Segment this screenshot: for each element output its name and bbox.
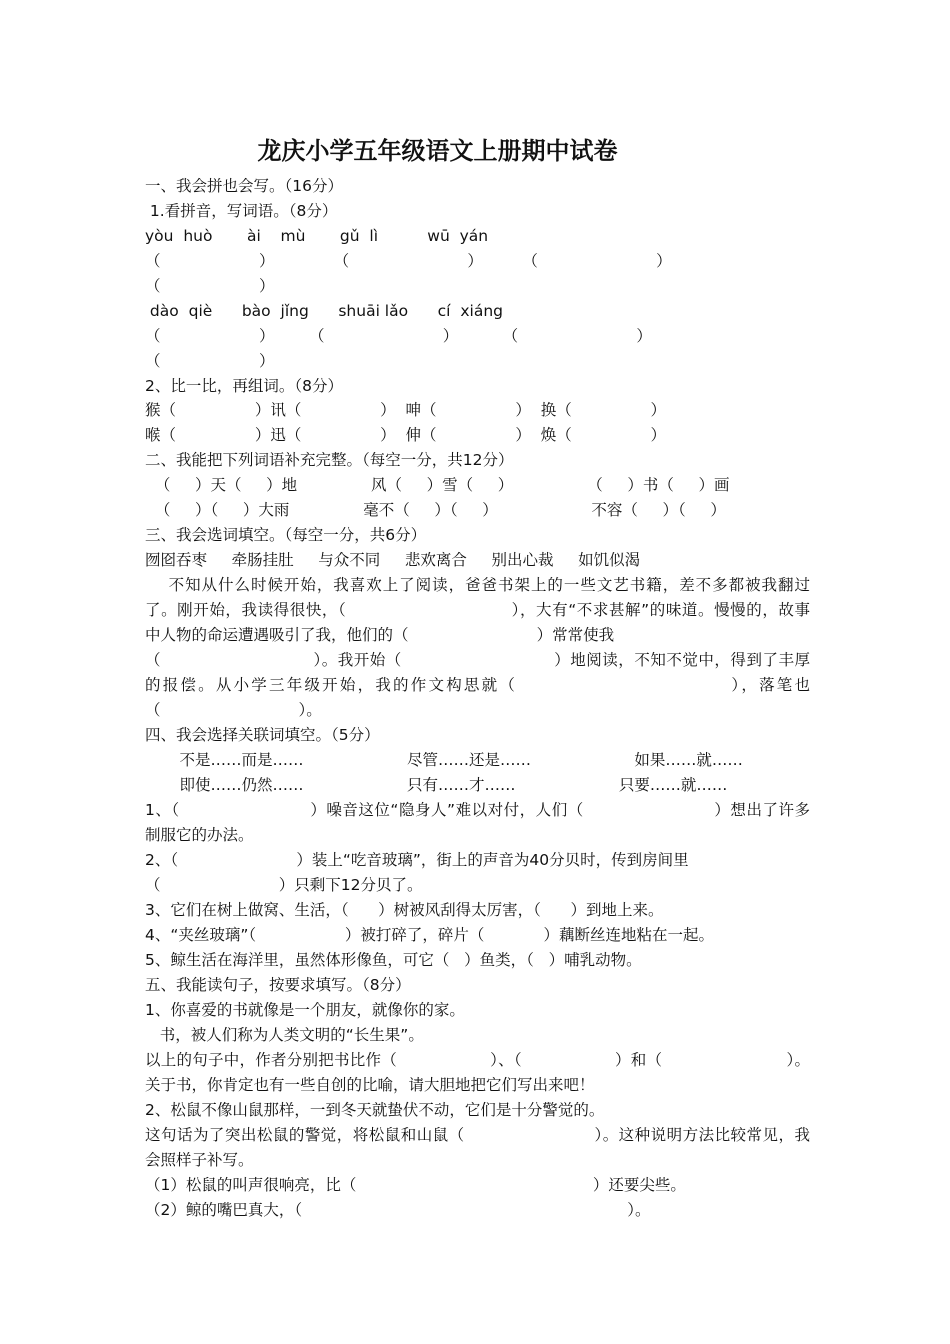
text-line: 一、我会拼也会写。（16分） (145, 177, 343, 195)
text-line: 不是……而是…… 尽管……还是…… 如果……就…… (145, 751, 743, 769)
text-line: 五、我能读句子，按要求填写。（8分） (145, 976, 411, 994)
text-line: 的报偿。从小学三年级开始，我的作文构思就（ ），落笔也 (145, 676, 810, 694)
text-line: （ ） （ ） （ ） (145, 252, 672, 270)
text-line: 喉（ ）迅（ ） 伸（ ） 焕（ ） (145, 426, 667, 444)
text-line: 二、我能把下列词语补充完整。（每空一分，共12分） (145, 451, 514, 469)
text-line: yòu huò ài mù gǔ lì wū yán (145, 227, 489, 245)
text-line: 5、鲸生活在海洋里，虽然体形像鱼，可它（ ）鱼类，（ ）哺乳动物。 (145, 951, 642, 969)
text-line: （ ） (145, 277, 275, 295)
text-line: 4、“夹丝玻璃”（ ）被打碎了，碎片（ ）藕断丝连地粘在一起。 (145, 926, 714, 944)
text-line: （2）鲸的嘴巴真大，（ ）。 (145, 1201, 651, 1219)
text-line: （ ） (145, 352, 275, 370)
text-line: （1）松鼠的叫声很响亮，比（ ）还要尖些。 (145, 1176, 686, 1194)
text-line: （ ） （ ） （ ） (145, 327, 652, 345)
text-line: 以上的句子中，作者分别把书比作（ ）、（ ）和（ ）。 (145, 1051, 810, 1069)
text-line: 1、你喜爱的书就像是一个朋友，就像你的家。 (145, 1001, 465, 1019)
text-line: 1、（ ）噪音这位“隐身人”难以对付，人们（ ）想出了许多 (145, 801, 810, 819)
text-line: 制服它的办法。 (145, 826, 254, 844)
page-title: 龙庆小学五年级语文上册期中试卷 (257, 136, 618, 165)
text-line: 三、我会选词填空。（每空一分，共6分） (145, 526, 427, 544)
text-line: （ ）。 (145, 701, 322, 719)
text-line: 猴（ ）讯（ ） 呻（ ） 换（ ） (145, 401, 667, 419)
text-line: 了。刚开始，我读得很快，（ ），大有“不求甚解”的味道。慢慢的，故事 (145, 601, 810, 619)
text-line: 四、我会选择关联词填空。（5分） (145, 726, 380, 744)
text-line: 关于书，你肯定也有一些自创的比喻，请大胆地把它们写出来吧！ (145, 1076, 595, 1094)
text-line: 2、松鼠不像山鼠那样，一到冬天就蛰伏不动，它们是十分警觉的。 (145, 1101, 605, 1119)
text-line: 囫囵吞枣 牵肠挂肚 与众不同 悲欢离合 别出心裁 如饥似渴 (145, 551, 641, 569)
text-line: （ ）天（ ）地 风（ ）雪（ ） （ ）书（ ）画 (145, 476, 730, 494)
text-line: 2、（ ）装上“吃音玻璃”，街上的声音为40分贝时，传到房间里 (145, 851, 689, 869)
text-line: 会照样子补写。 (145, 1151, 254, 1169)
text-line: （ ）。我开始（ ）地阅读，不知不觉中，得到了丰厚 (145, 651, 810, 669)
text-line: 1.看拼音，写词语。（8分） (145, 202, 338, 220)
text-line: 这句话为了突出松鼠的警觉，将松鼠和山鼠（ ）。这种说明方法比较常见，我 (145, 1126, 810, 1144)
text-line: 3、它们在树上做窝、生活，（ ）树被风刮得太厉害，（ ）到地上来。 (145, 901, 664, 919)
text-line: 书，被人们称为人类文明的“长生果”。 (145, 1026, 424, 1044)
text-line: （ ）（ ）大雨 毫不（ ）（ ） 不容（ ）（ ） (145, 501, 726, 519)
text-line: （ ）只剩下12分贝了。 (145, 876, 423, 894)
text-line: 即使……仍然…… 只有……才…… 只要……就…… (145, 776, 728, 794)
text-line: 2、比一比，再组词。（8分） (145, 377, 343, 395)
text-line: 中人物的命运遭遇吸引了我，他们的（ ）常常使我 (145, 626, 615, 644)
text-line: 不知从什么时候开始，我喜欢上了阅读，爸爸书架上的一些文艺书籍，差不多都被我翻过 (145, 576, 810, 594)
text-line: dào qiè bào jǐng shuāi lǎo cí xiáng (145, 302, 503, 320)
